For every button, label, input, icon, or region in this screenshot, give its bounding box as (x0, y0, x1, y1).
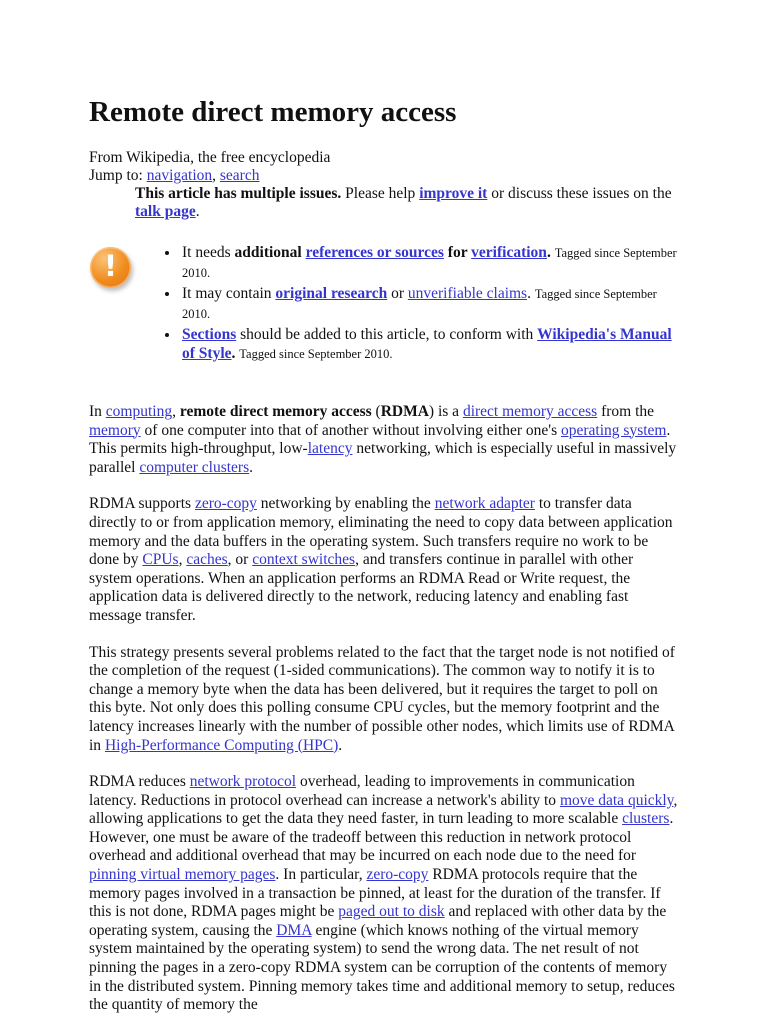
article-header-lines (89, 149, 680, 221)
link-verification[interactable]: verification (471, 244, 547, 261)
text-run: This strategy presents several problems related to the fact that the target node is not notified of the completion of the request (1-sided communications). The common way to notify it is to change a memory byte when the data has been delivered, but it requires the target to poll on this byte. Not only does this polling consume CPU cycles, but the memory footprint and the latency increases linearly with the number of possible other nodes, which limits use of RDMA in (89, 643, 675, 754)
text-run: , (178, 551, 187, 569)
text-run: . (338, 736, 343, 754)
link-direct-memory-access[interactable]: direct memory access (462, 403, 598, 420)
paragraph (89, 403, 680, 477)
text-run: to transfer data directly to or from application memory, eliminating the need to copy data between application memory and the data buffers in the operating system. Such transfers require no work to be done by (89, 495, 673, 569)
text-run: . (527, 285, 535, 302)
link-high-performance-computing-hpc[interactable]: High-Performance Computing (HPC) (104, 736, 339, 754)
link-operating-system[interactable]: operating system (561, 421, 667, 439)
link-talk-page[interactable]: talk page (135, 203, 196, 220)
page-title: Remote direct memory access (89, 96, 457, 128)
wikipedia-tagline: From Wikipedia, the free encyclopedia (89, 149, 331, 166)
text-run: , and transfers continue in parallel with other system operations. When an application performs an RDMA Read or Write request, the application data is delivered directly to the network, reducing latency and enabling fast message transfer. (89, 551, 634, 624)
link-network-protocol[interactable]: network protocol (189, 773, 297, 791)
link-sections[interactable]: Sections (182, 326, 237, 343)
text-run: . (249, 458, 253, 476)
text-run: RDMA reduces (89, 773, 190, 791)
text-run: RDMA (380, 403, 429, 420)
text-run: of one computer into that of another without involving either one's (140, 421, 561, 439)
text-run: networking, which is especially useful in massively parallel (89, 440, 677, 476)
issue-item (180, 284, 680, 324)
text-run: RDMA protocols require that the memory pages involved in a transaction be pinned, at least for the duration of the transfer. If this is not done, RDMA pages might be (89, 866, 661, 921)
text-run: This article has multiple issues. (135, 185, 342, 202)
exclamation-glyph: ! (103, 249, 118, 283)
issue-item (180, 325, 680, 364)
text-run: RDMA supports (89, 495, 195, 513)
paragraph (89, 495, 680, 625)
text-run: , (172, 403, 180, 420)
link-original-research[interactable]: original research (275, 285, 388, 302)
text-run: ( (371, 403, 381, 420)
text-run: Please help (341, 185, 420, 202)
text-run: from the (597, 403, 655, 420)
text-run: , (212, 167, 220, 184)
text-run: In (89, 403, 106, 420)
jump-to-line (89, 167, 680, 185)
link-computing[interactable]: computing (105, 403, 173, 420)
issue-item (180, 243, 680, 283)
link-pinning-virtual-memory-pages[interactable]: pinning virtual memory pages (89, 866, 276, 884)
link-dma[interactable]: DMA (276, 921, 312, 939)
text-run: or discuss these issues on the (487, 185, 672, 202)
link-improve-it[interactable]: improve it (419, 185, 488, 202)
article-body (89, 403, 680, 1015)
text-run: . (231, 345, 240, 362)
text-run: or (387, 285, 408, 302)
text-run: Tagged since September 2010. (182, 246, 677, 280)
text-run: It may contain (182, 285, 276, 302)
paragraph (89, 644, 680, 756)
link-memory[interactable]: memory (89, 421, 141, 439)
link-zero-copy[interactable]: zero-copy (366, 866, 429, 884)
link-paged-out-to-disk[interactable]: paged out to disk (338, 903, 445, 921)
text-run: overhead, leading to improvements in communication latency. Reductions in protocol overhead can increase a network's ability to (89, 773, 635, 809)
text-run: Tagged since September 2010. (182, 287, 657, 321)
text-run: . (546, 244, 555, 261)
text-run: engine (which knows nothing of the virtual memory system maintained by the operating system) to send the wrong data. The net result of not pinning the pages in a zero-copy RDMA system can be corruption of the contents of memory in the distributed system. Pinning memory takes time and additional memory to setup, reduces the quantity of memory the (89, 921, 675, 1014)
text-run: ) is a (428, 403, 463, 420)
text-run: . This permits high-throughput, low- (89, 421, 671, 458)
link-search[interactable]: search (219, 167, 260, 184)
text-run: and replaced with other data by the operating system, causing the (89, 903, 667, 939)
paragraph (89, 773, 680, 1015)
text-run: It needs (182, 244, 235, 261)
alert-icon (90, 247, 131, 288)
text-run: , allowing applications to get the data they need faster, in turn leading to more scalable (89, 791, 678, 828)
text-run: . However, one must be aware of the tradeoff between this reduction in network protocol overhead and additional overhead that may be incurred on each node due to the need for (89, 810, 674, 865)
text-run: . (195, 203, 200, 220)
link-navigation[interactable]: navigation (146, 167, 213, 184)
issues-list (131, 243, 680, 365)
link-unverifiable-claims[interactable]: unverifiable claims (407, 285, 528, 302)
link-latency[interactable]: latency (307, 440, 353, 458)
link-context-switches[interactable]: context switches (252, 551, 356, 569)
text-run: Jump to: (89, 167, 147, 184)
text-run: , or (227, 551, 253, 569)
link-references-or-sources[interactable]: references or sources (305, 244, 444, 261)
link-cpus[interactable]: CPUs (142, 551, 179, 569)
multiple-issues-notice (135, 185, 680, 221)
link-wikipedia-s-manual-of[interactable]: Wikipedia's Manual of Style (182, 326, 672, 362)
text-run: remote direct memory access (179, 403, 372, 420)
article-issues-box (89, 243, 680, 365)
link-zero-copy[interactable]: zero-copy (194, 495, 257, 513)
text-run: for (443, 244, 472, 261)
text-run: additional (234, 244, 306, 261)
link-clusters[interactable]: clusters (622, 810, 670, 828)
text-run: . In particular, (275, 866, 367, 884)
link-caches[interactable]: caches (186, 551, 228, 569)
link-network-adapter[interactable]: network adapter (434, 495, 535, 513)
text-run: Tagged since September 2010. (239, 347, 393, 361)
text-run: networking by enabling the (256, 495, 435, 513)
link-move-data-quickly[interactable]: move data quickly (559, 791, 674, 809)
link-computer-clusters[interactable]: computer clusters (139, 458, 250, 476)
text-run: should be added to this article, to conform with (236, 326, 538, 343)
